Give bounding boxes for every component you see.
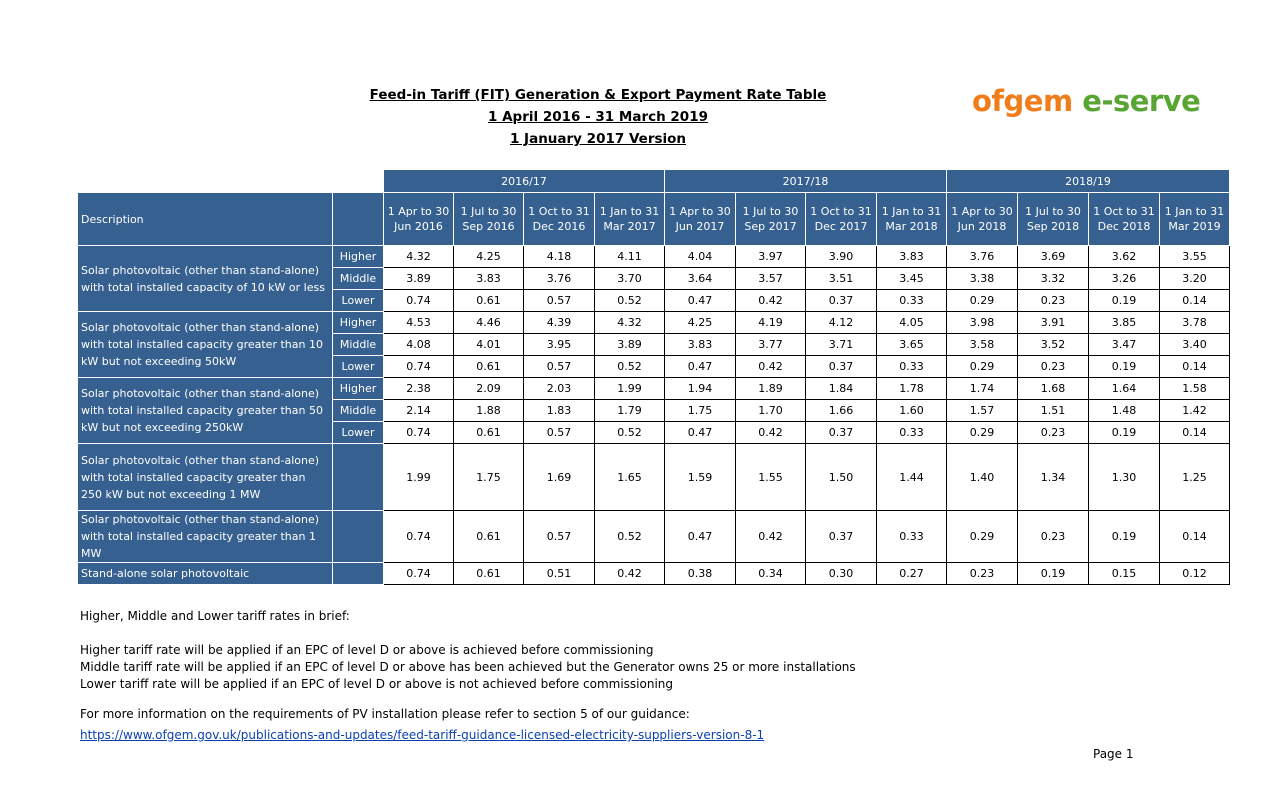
rate-cell: 1.75 [454,444,524,511]
period-header [877,193,947,246]
rate-cell: 1.44 [877,444,947,511]
rate-cell: 0.14 [1160,422,1230,444]
rate-cell: 0.33 [877,290,947,312]
period-start-label: 1 Oct to 31 [528,205,590,218]
rate-cell: 1.68 [1018,378,1089,400]
level-header [333,193,384,246]
rate-cell: 0.27 [877,563,947,585]
rate-cell: 3.55 [1160,246,1230,268]
page-number: Page 1 [1093,747,1134,761]
notes-intro: Higher, Middle and Lower tariff rates in brief: [80,609,350,623]
rate-cell: 3.98 [947,312,1018,334]
version-title: 1 January 2017 Version [509,131,687,147]
rate-cell: 1.65 [595,444,665,511]
period-end-label: Jun 2018 [957,220,1007,233]
rate-cell: 0.34 [736,563,806,585]
rate-cell: 3.52 [1018,334,1089,356]
period-header [665,193,736,246]
period-start-label: 1 Apr to 30 [387,205,450,218]
row-description: Solar photovoltaic (other than stand-alone) with total installed capacity greater than 1 MW [78,511,333,563]
rate-cell: 0.52 [595,511,665,563]
rate-cell: 0.47 [665,422,736,444]
rate-cell: 1.70 [736,400,806,422]
rate-cell: 4.25 [454,246,524,268]
table-row [78,312,1230,334]
rate-cell: 0.74 [384,422,454,444]
rate-cell: 0.37 [806,290,877,312]
rate-cell: 1.78 [877,378,947,400]
period-header [736,193,806,246]
rate-cell: 0.14 [1160,356,1230,378]
rate-cell: 0.12 [1160,563,1230,585]
rate-cell: 0.19 [1089,290,1160,312]
rate-cell: 3.26 [1089,268,1160,290]
tariff-level-label [333,444,384,511]
rate-cell: 1.34 [1018,444,1089,511]
rate-cell: 0.14 [1160,290,1230,312]
period-end-label: Sep 2018 [1026,220,1080,233]
period-header [1160,193,1230,246]
rate-cell: 1.48 [1089,400,1160,422]
rate-cell: 3.83 [877,246,947,268]
rate-cell: 3.58 [947,334,1018,356]
rate-cell: 3.20 [1160,268,1230,290]
rate-cell: 3.89 [384,268,454,290]
rate-cell: 0.74 [384,563,454,585]
period-end-label: Mar 2018 [885,220,938,233]
rate-cell: 4.39 [524,312,595,334]
rate-cell: 3.38 [947,268,1018,290]
rate-cell: 0.15 [1089,563,1160,585]
rate-cell: 0.37 [806,511,877,563]
rate-cell: 0.23 [947,563,1018,585]
period-header [1089,193,1160,246]
tariff-level-label: Higher [333,378,384,400]
rate-cell: 1.55 [736,444,806,511]
rate-cell: 1.99 [595,378,665,400]
period-start-label: 1 Jan to 31 [599,205,660,218]
table-row [78,444,1230,511]
rate-cell: 4.53 [384,312,454,334]
rate-cell: 0.74 [384,290,454,312]
rate-cell: 0.19 [1089,511,1160,563]
rate-cell: 0.23 [1018,356,1089,378]
table-row [78,378,1230,400]
tariff-level-label [333,563,384,585]
rate-cell: 0.29 [947,422,1018,444]
rate-cell: 1.58 [1160,378,1230,400]
rate-cell: 1.74 [947,378,1018,400]
tariff-level-label: Lower [333,356,384,378]
year-group-header: 2018/19 [947,170,1230,193]
rate-cell: 0.29 [947,511,1018,563]
rate-cell: 4.32 [384,246,454,268]
period-start-label: 1 Jul to 30 [742,205,799,218]
rate-cell: 1.40 [947,444,1018,511]
rate-cell: 3.77 [736,334,806,356]
rate-cell: 1.25 [1160,444,1230,511]
period-end-label: Sep 2016 [462,220,515,233]
rate-cell: 0.42 [736,422,806,444]
rate-cell: 0.33 [877,422,947,444]
tariff-level-label: Middle [333,400,384,422]
rate-cell: 1.75 [665,400,736,422]
rate-cell: 3.83 [665,334,736,356]
table-row [78,246,1230,268]
rate-cell: 0.57 [524,356,595,378]
rate-cell: 3.91 [1018,312,1089,334]
rate-cell: 3.69 [1018,246,1089,268]
rate-cell: 4.19 [736,312,806,334]
rate-cell: 0.30 [806,563,877,585]
logo-ofgem-text: ofgem [972,84,1073,118]
table-row [78,563,1230,585]
rate-cell: 0.57 [524,511,595,563]
rate-cell: 1.99 [384,444,454,511]
rate-cell: 1.83 [524,400,595,422]
rate-cell: 1.89 [736,378,806,400]
rate-cell: 0.61 [454,290,524,312]
row-description: Stand-alone solar photovoltaic [78,563,333,585]
tariff-level-label: Higher [333,246,384,268]
period-start-label: 1 Apr to 30 [951,205,1013,218]
tariff-level-label: Higher [333,312,384,334]
period-header [1018,193,1089,246]
rate-cell: 0.52 [595,290,665,312]
rate-cell: 1.69 [524,444,595,511]
logo-eserve-text: e-serve [1082,84,1201,118]
rate-cell: 0.57 [524,422,595,444]
period-start-label: 1 Jul to 30 [1025,205,1081,218]
year-header-row [78,170,1230,193]
row-description: Solar photovoltaic (other than stand-alone) with total installed capacity greater than 250 kW but not exceeding 1 MW [78,444,333,511]
document-title: Feed-in Tariff (FIT) Generation & Export Payment Rate Table [369,87,827,103]
rate-cell: 0.47 [665,290,736,312]
rate-cell: 0.19 [1089,356,1160,378]
rate-cell: 3.97 [736,246,806,268]
rate-cell: 4.12 [806,312,877,334]
period-header [595,193,665,246]
ofgem-eserve-logo [972,84,1200,118]
rate-cell: 0.29 [947,356,1018,378]
rate-cell: 3.95 [524,334,595,356]
rate-cell: 1.88 [454,400,524,422]
rate-cell: 4.04 [665,246,736,268]
period-end-label: Dec 2017 [814,220,868,233]
rate-cell: 0.38 [665,563,736,585]
period-end-label: Mar 2019 [1168,220,1221,233]
period-start-label: 1 Oct to 31 [810,205,872,218]
rate-cell: 0.42 [595,563,665,585]
rate-cell: 4.01 [454,334,524,356]
guidance-link[interactable]: https://www.ofgem.gov.uk/publications-and-updates/feed-tariff-guidance-licensed-electricity-suppliers-version-8-1 [80,728,765,742]
rate-cell: 1.50 [806,444,877,511]
period-start-label: 1 Jul to 30 [460,205,517,218]
rate-cell: 4.18 [524,246,595,268]
note-lower: Lower tariff rate will be applied if an EPC of level D or above is not achieved before commissioning [80,677,674,691]
date-range-title: 1 April 2016 - 31 March 2019 [488,109,708,125]
rate-cell: 0.61 [454,356,524,378]
tariff-level-label: Middle [333,334,384,356]
rate-cell: 3.71 [806,334,877,356]
rate-cell: 1.84 [806,378,877,400]
rate-cell: 1.59 [665,444,736,511]
period-end-label: Sep 2017 [744,220,797,233]
rate-cell: 3.62 [1089,246,1160,268]
rate-cell: 3.78 [1160,312,1230,334]
period-start-label: 1 Oct to 31 [1093,205,1155,218]
year-group-header: 2017/18 [665,170,947,193]
rate-cell: 3.85 [1089,312,1160,334]
rate-cell: 3.65 [877,334,947,356]
rate-cell: 3.89 [595,334,665,356]
period-header-row [78,193,1230,246]
tariff-level-label [333,511,384,563]
period-end-label: Dec 2016 [532,220,586,233]
rate-cell: 3.32 [1018,268,1089,290]
table-row [78,511,1230,563]
rate-cell: 2.38 [384,378,454,400]
tariff-rate-table [77,169,1230,585]
rate-cell: 1.64 [1089,378,1160,400]
rate-cell: 3.45 [877,268,947,290]
rate-cell: 0.23 [1018,511,1089,563]
rate-cell: 2.14 [384,400,454,422]
rate-cell: 0.42 [736,511,806,563]
rate-cell: 0.19 [1089,422,1160,444]
rate-cell: 1.30 [1089,444,1160,511]
rate-cell: 2.03 [524,378,595,400]
rate-cell: 1.60 [877,400,947,422]
rate-cell: 1.79 [595,400,665,422]
rate-cell: 4.11 [595,246,665,268]
rate-cell: 0.37 [806,422,877,444]
rate-cell: 3.64 [665,268,736,290]
rate-cell: 3.90 [806,246,877,268]
rate-cell: 0.23 [1018,290,1089,312]
note-middle: Middle tariff rate will be applied if an EPC of level D or above has been achieved but the Generator owns 25 or more installations [80,660,856,674]
rate-cell: 0.52 [595,422,665,444]
row-description: Solar photovoltaic (other than stand-alone) with total installed capacity greater than 10 kW but not exceeding 50kW [78,312,333,378]
rate-cell: 1.94 [665,378,736,400]
year-group-header: 2016/17 [384,170,665,193]
rate-cell: 4.32 [595,312,665,334]
tariff-level-label: Lower [333,422,384,444]
row-description: Solar photovoltaic (other than stand-alone) with total installed capacity of 10 kW or less [78,246,333,312]
rate-cell: 0.74 [384,511,454,563]
period-start-label: 1 Apr to 30 [669,205,731,218]
rate-cell: 0.29 [947,290,1018,312]
rate-cell: 1.57 [947,400,1018,422]
period-start-label: 1 Jan to 31 [1164,205,1225,218]
rate-cell: 0.57 [524,290,595,312]
period-header [524,193,595,246]
rate-cell: 1.66 [806,400,877,422]
rate-cell: 0.42 [736,290,806,312]
tariff-level-label: Middle [333,268,384,290]
more-info-text: For more information on the requirements of PV installation please refer to section 5 of our guidance: [80,707,690,721]
rate-cell: 0.47 [665,356,736,378]
rate-cell: 0.23 [1018,422,1089,444]
rate-cell: 3.76 [524,268,595,290]
rate-cell: 0.61 [454,511,524,563]
rate-cell: 3.51 [806,268,877,290]
rate-cell: 3.47 [1089,334,1160,356]
rate-cell: 0.33 [877,356,947,378]
rate-cell: 0.61 [454,563,524,585]
rate-cell: 0.42 [736,356,806,378]
rate-cell: 1.42 [1160,400,1230,422]
rate-cell: 3.70 [595,268,665,290]
rate-cell: 0.14 [1160,511,1230,563]
rate-cell: 3.76 [947,246,1018,268]
header-spacer [78,170,384,193]
period-end-label: Jun 2017 [675,220,725,233]
rate-cell: 0.51 [524,563,595,585]
rate-cell: 0.37 [806,356,877,378]
note-higher: Higher tariff rate will be applied if an EPC of level D or above is achieved before commissioning [80,643,654,657]
tariff-notes [80,608,856,744]
rate-cell: 4.08 [384,334,454,356]
description-header: Description [78,193,333,246]
rate-cell: 3.57 [736,268,806,290]
period-header [454,193,524,246]
rate-cell: 0.19 [1018,563,1089,585]
period-header [947,193,1018,246]
tariff-level-label: Lower [333,290,384,312]
row-description: Solar photovoltaic (other than stand-alone) with total installed capacity greater than 50 kW but not exceeding 250kW [78,378,333,444]
rate-cell: 2.09 [454,378,524,400]
title-block [300,84,896,150]
rate-cell: 0.74 [384,356,454,378]
period-end-label: Dec 2018 [1097,220,1151,233]
period-start-label: 1 Jan to 31 [881,205,942,218]
period-end-label: Jun 2016 [394,220,443,233]
period-header [384,193,454,246]
rate-cell: 3.83 [454,268,524,290]
rate-cell: 0.52 [595,356,665,378]
period-header [806,193,877,246]
rate-cell: 3.40 [1160,334,1230,356]
rate-cell: 4.25 [665,312,736,334]
rate-cell: 0.61 [454,422,524,444]
rate-cell: 1.51 [1018,400,1089,422]
rate-cell: 4.46 [454,312,524,334]
rate-cell: 0.47 [665,511,736,563]
rate-cell: 4.05 [877,312,947,334]
rate-cell: 0.33 [877,511,947,563]
period-end-label: Mar 2017 [603,220,656,233]
